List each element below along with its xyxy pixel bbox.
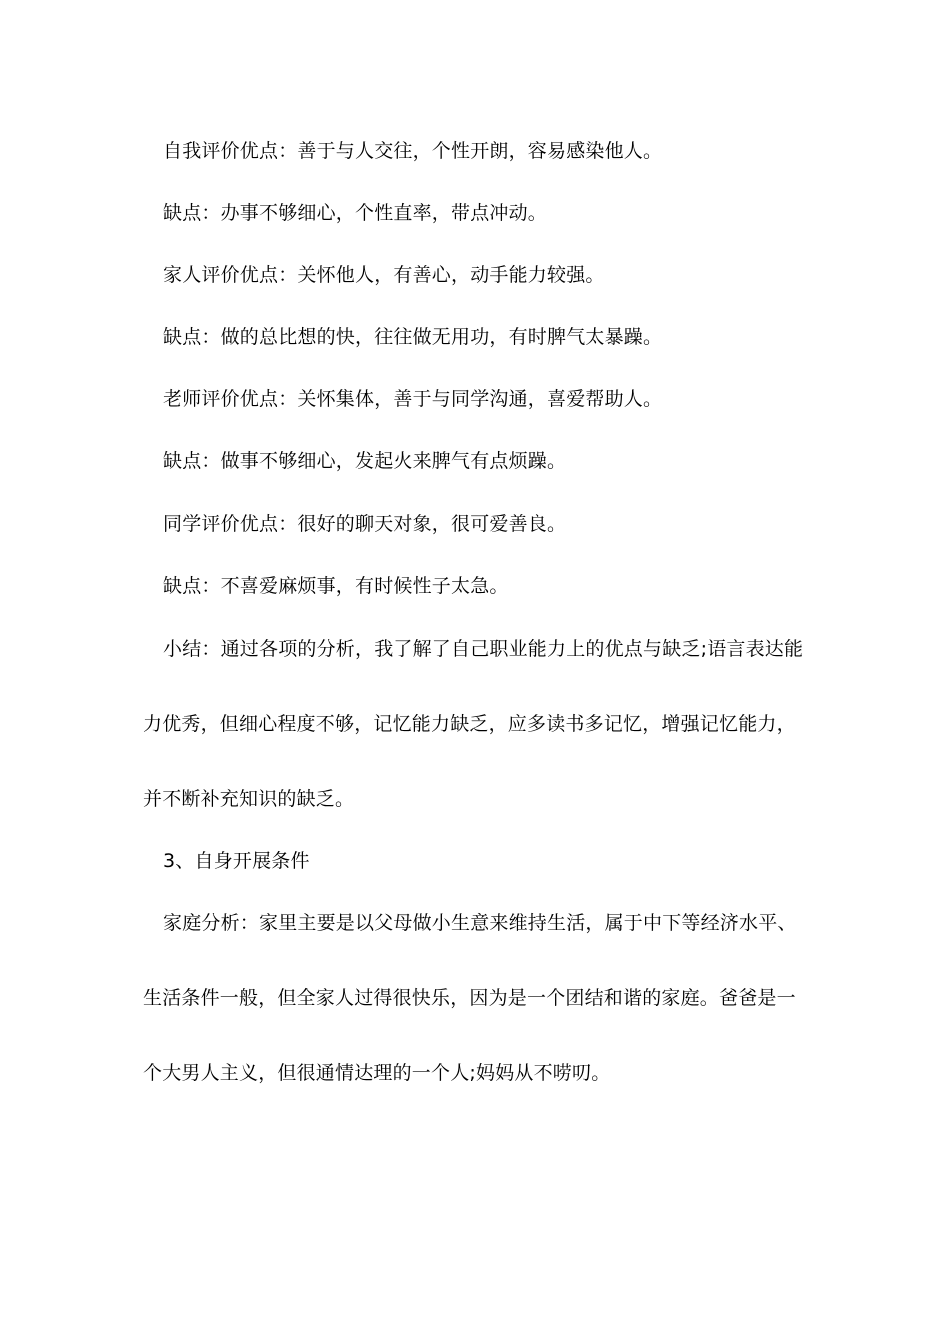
classmate-evaluation-weaknesses: 缺点：不喜爱麻烦事，有时候性子太急。: [163, 575, 509, 597]
teacher-evaluation-strengths: 老师评价优点：关怀集体，善于与同学沟通，喜爱帮助人。: [163, 388, 663, 410]
summary-paragraph-line-3: 并不断补充知识的缺乏。: [143, 788, 355, 810]
family-analysis-line-3: 个大男人主义，但很通情达理的一个人;妈妈从不唠叨。: [143, 1062, 611, 1084]
section-heading: 3、自身开展条件: [163, 850, 310, 872]
self-evaluation-strengths: 自我评价优点：善于与人交往，个性开朗，容易感染他人。: [163, 140, 663, 162]
teacher-evaluation-weaknesses: 缺点：做事不够细心，发起火来脾气有点烦躁。: [163, 450, 567, 472]
family-evaluation-weaknesses: 缺点：做的总比想的快，往往做无用功，有时脾气太暴躁。: [163, 326, 663, 348]
summary-paragraph-line-2: 力优秀，但细心程度不够，记忆能力缺乏，应多读书多记忆，增强记忆能力，: [143, 713, 796, 735]
family-analysis-line-2: 生活条件一般，但全家人过得很快乐，因为是一个团结和谐的家庭。爸爸是一: [143, 987, 796, 1009]
classmate-evaluation-strengths: 同学评价优点：很好的聊天对象，很可爱善良。: [163, 513, 567, 535]
summary-paragraph-line-1: 小结：通过各项的分析，我了解了自己职业能力上的优点与缺乏;语言表达能: [163, 638, 804, 660]
family-evaluation-strengths: 家人评价优点：关怀他人，有善心，动手能力较强。: [163, 264, 605, 286]
self-evaluation-weaknesses: 缺点：办事不够细心，个性直率，带点冲动。: [163, 202, 548, 224]
family-analysis-line-1: 家庭分析：家里主要是以父母做小生意来维持生活，属于中下等经济水平、: [163, 912, 797, 934]
